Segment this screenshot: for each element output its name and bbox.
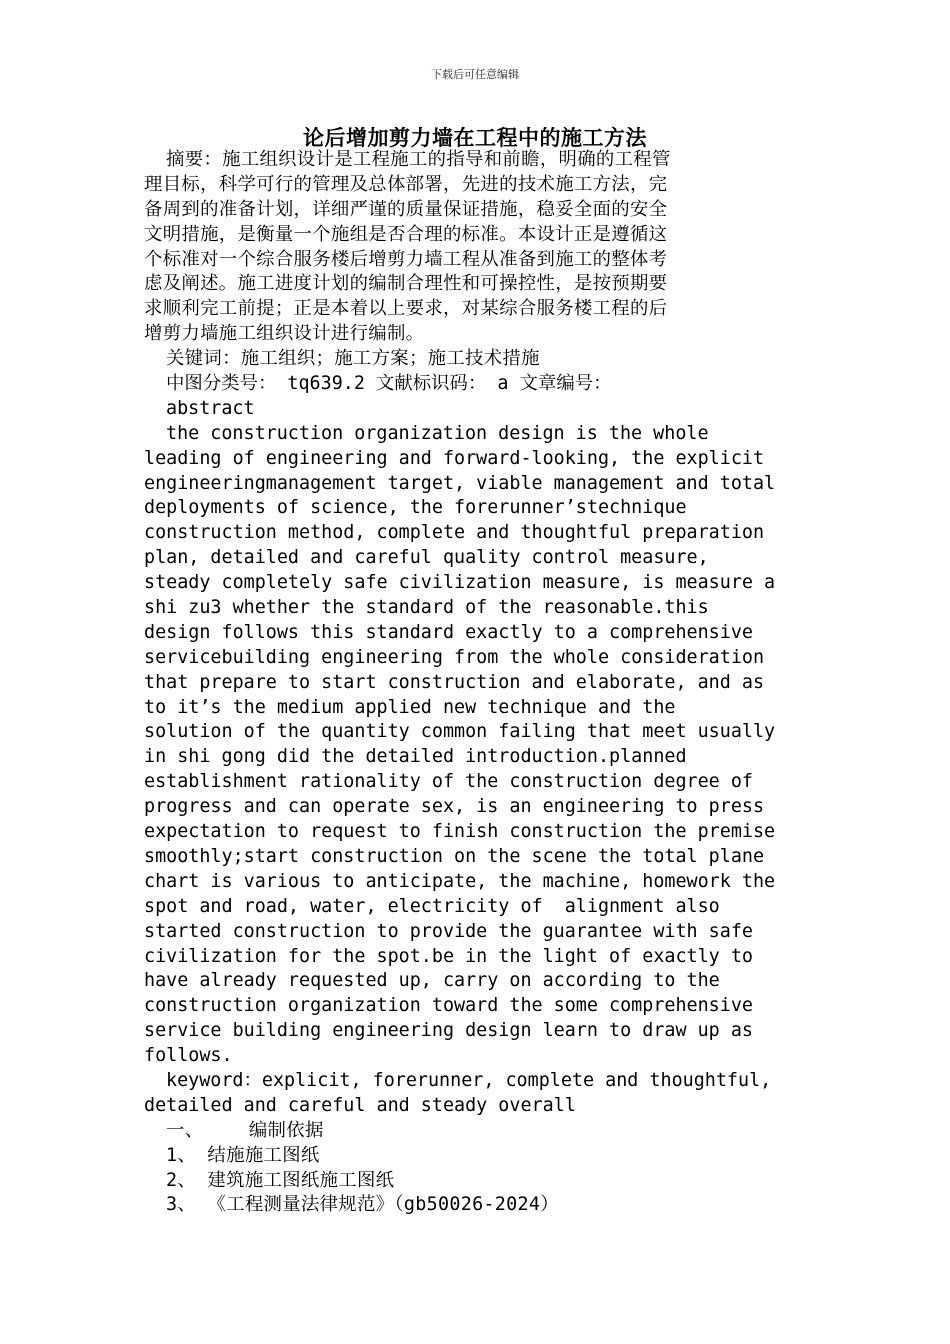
abstract-en-line: expectation to request to finish construction the premise <box>144 821 776 843</box>
abstract-en-line: follows. <box>144 1045 233 1067</box>
abstract-en-line: servicebuilding engineering from the whole consideration <box>144 646 765 668</box>
abstract-cn-line: 理目标，科学可行的管理及总体部署，先进的技术施工方法，完 <box>144 173 668 195</box>
section-heading: 一、 编制依据 <box>166 1119 324 1141</box>
abstract-en-line: progress and can operate sex, is an engineering to press <box>144 796 765 818</box>
document-body <box>144 148 784 1218</box>
list-item: 3、 《工程测量法律规范》（gb50026-2024） <box>166 1194 559 1216</box>
abstract-cn-line: 摘要：施工组织设计是工程施工的指导和前瞻，明确的工程管 <box>166 149 671 170</box>
abstract-en-line: civilization for the spot.be in the light of exactly to <box>144 945 753 967</box>
abstract-en-line: shi zu3 whether the standard of the reasonable.this <box>144 597 709 619</box>
abstract-en-line: in shi gong did the detailed introduction.planned <box>144 746 687 768</box>
abstract-en-line: construction organization toward the some comprehensive <box>144 995 753 1017</box>
abstract-en-line: started construction to provide the guarantee with safe <box>144 920 753 942</box>
keywords-cn: 关键词：施工组织；施工方案；施工技术措施 <box>166 348 540 370</box>
abstract-en-line: construction method, complete and thoughtful preparation <box>144 522 765 544</box>
abstract-en-line: spot and road, water, electricity of alignment also <box>144 895 720 917</box>
abstract-en-line: engineeringmanagement target, viable management and total <box>144 472 776 494</box>
abstract-cn-line: 文明措施，是衡量一个施组是否合理的标准。本设计正是遵循这 <box>144 223 668 245</box>
keywords-en: keyword：explicit, forerunner, complete and thoughtful, <box>166 1069 772 1091</box>
keywords-en: detailed and careful and steady overall <box>144 1094 576 1116</box>
abstract-cn-line: 增剪力墙施工组织设计进行编制。 <box>144 323 425 345</box>
abstract-en-line: steady completely safe civilization measure, is measure a <box>144 572 776 594</box>
page-header-note: 下载后可任意编辑 <box>431 68 519 81</box>
abstract-en-line: design follows this standard exactly to a comprehensive <box>144 621 753 643</box>
list-item: 2、 建筑施工图纸施工图纸 <box>166 1169 395 1191</box>
abstract-cn-line: 备周到的准备计划，详细严谨的质量保证措施，稳妥全面的安全 <box>144 198 668 220</box>
abstract-en-line: solution of the quantity common failing that meet usually <box>144 721 776 743</box>
abstract-en-line: establishment rationality of the construction degree of <box>144 771 753 793</box>
abstract-en-line: leading of engineering and forward-looking, the explicit <box>144 447 765 469</box>
abstract-cn-line: 个标准对一个综合服务楼后增剪力墙工程从准备到施工的整体考 <box>144 248 668 270</box>
abstract-en-line: the construction organization design is the whole <box>166 422 709 444</box>
abstract-cn-line: 求顺利完工前提；正是本着以上要求，对某综合服务楼工程的后 <box>144 298 668 320</box>
abstract-en-line: plan, detailed and careful quality control measure, <box>144 547 709 569</box>
document-title: 论后增加剪力墙在工程中的施工方法 <box>303 126 647 150</box>
abstract-en-line: to it’s the medium applied new technique and the <box>144 696 676 718</box>
abstract-en-line: chart is various to anticipate, the machine, homework the <box>144 870 776 892</box>
abstract-en-line: smoothly;start construction on the scene the total plane <box>144 845 765 867</box>
abstract-heading: abstract <box>166 397 255 419</box>
abstract-en-line: that prepare to start construction and elaborate, and as <box>144 671 765 693</box>
abstract-en-line: service building engineering design learn to draw up as <box>144 1020 753 1042</box>
abstract-en-line: have already requested up, carry on according to the <box>144 970 720 992</box>
abstract-en-line: deployments of science, the forerunner’stechnique <box>144 497 687 519</box>
abstract-cn-line: 虑及阐述。施工进度计划的编制合理性和可操控性，是按预期要 <box>144 273 668 295</box>
list-item: 1、 结施施工图纸 <box>166 1144 320 1166</box>
classification-line: 中图分类号： tq639.2 文献标识码： a 文章编号： <box>166 373 612 395</box>
